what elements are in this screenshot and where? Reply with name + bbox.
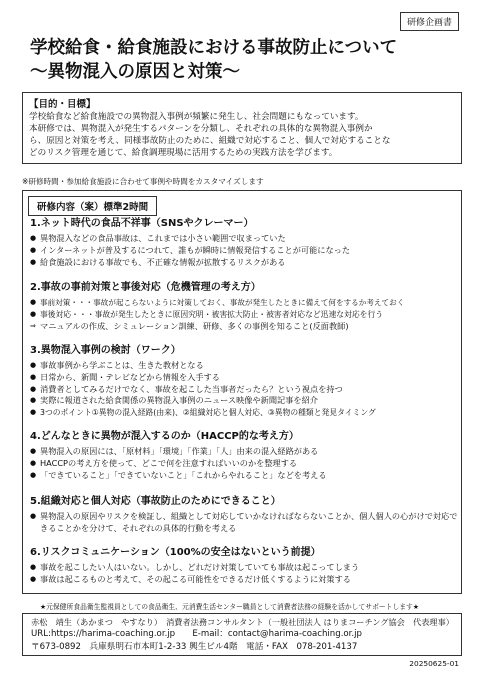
list-item [30,574,458,586]
section-3 [30,344,458,419]
list-item [30,245,458,257]
list-item [30,233,458,245]
title-line-1: 学校給食・給食施設における事故防止について [30,38,398,58]
purpose-heading: 【目的・目標】 [29,99,96,110]
list-item [30,562,458,574]
bullet-marker: ● [30,384,37,393]
list-item [30,321,458,333]
section-title: 4.どんなときに異物が混入するのか（HACCP的な考え方） [30,431,299,442]
list-item-text: 実際に報道された給食関係の異物混入事例のニュース映像や新聞記事を紹介 [40,395,318,406]
document-title [30,36,450,84]
list-item [30,446,458,458]
bullet-marker: ● [30,470,37,479]
contact-name-line: 赤松 靖生（あかまつ やすなり） 消費者法務コンサルタント（一般社団法人 はりまコーチング協会 代表理事） [31,617,454,627]
list-item [30,372,458,384]
bullet-marker: ● [30,257,37,266]
bullet-marker: ● [30,234,37,242]
list-item [30,407,458,419]
list-item-text: 事故を起こしたい人はいない。しかし、どれだけ対策していても事故は起こってしまう [40,562,360,572]
section-title: 5.組織対応と個人対応（事故防止のためにできること） [30,496,281,507]
list-item [30,511,458,535]
bullet-marker: ● [30,447,37,455]
list-item-text: HACCPの考え方を使って、どこで何を注意すればいいのかを整理する [40,457,298,468]
purpose-line: 学校給食など給食施設での異物混入事例が頻繁に発生し、社会問題にもなっています。 [29,112,364,122]
bullet-marker: ● [30,458,37,467]
bullet-marker: ● [30,372,37,381]
section-6 [30,546,458,586]
purpose-line: ら、原因と対策を考え、同様事故防止のために、組織で対応すること、個人で対応することな [29,136,391,146]
title-line-2: ～異物混入の原因と対策～ [30,62,240,82]
list-item-text: 3つのポイント①異物の混入経路(由来)、②組織対応と個人対応、③異物の種類と発見タイミング [40,408,376,418]
bullet-marker: ● [30,245,37,254]
list-item-text: マニュアルの作成、シミュレーション訓練、研修、多くの事例を知ること(反面教師) [40,320,349,331]
list-item-text: 異物混入の原因やリスクを検証し、組織として対応していかなければならないことか、個人個人の心がけで対応できることかを分けて、それぞれの具体的行動を考える [40,511,458,533]
section-1 [30,217,458,268]
section-5 [30,495,458,535]
section-2 [30,281,458,332]
list-item-text: 事故事例から学ぶことは、生きた教材となる [40,360,204,370]
section-title: 3.異物混入事例の検討（ワーク） [30,345,181,356]
section-title: 2.事故の事前対策と事後対応（危機管理の考え方） [30,282,261,293]
bullet-marker: ● [30,563,37,571]
contact-url-line: URL:https://harima-coaching.or.jp E-mail：contact@harima-coaching.or.jp [31,629,363,640]
list-item [30,297,458,309]
list-item-text: 「できていること」「できていないこと」「これからやれること」などを考える [40,469,327,480]
section-title: 6.リスクコミュニケーション（100%の安全はないという前提） [30,547,321,558]
bullet-marker: ● [30,309,37,318]
list-item-text: インターネットが普及するにつれて、誰もが瞬時に情報発信することが可能になった [40,244,351,255]
bullet-marker: ● [30,361,37,369]
footer-note: ★元保健所食品衛生監視員としての食品衛生、元消費生活センター職員として消費者法務の経験を活かしてサポートします★ [40,603,419,611]
list-item [30,384,458,396]
document-type-tag: 研修企画書 [400,12,459,31]
list-item-text: 事後対応・・・事故が発生したときに原因究明・被害拡大防止・被害者対応など迅速な対応を行う [40,309,384,319]
contact-box [22,613,462,656]
section-4 [30,430,458,481]
contact-address-line: 〒673-0892 兵庫県明石市本町1-2-33 興生ビル4階 電話・FAX 078-201-4137 [31,641,358,652]
section-title: 1.ネット時代の食品不祥事（SNSやクレーマー） [30,218,254,229]
bullet-marker: ● [30,512,37,520]
list-item-text: 給食施設における事故でも、不正確な情報が拡散するリスクがある [40,256,286,267]
list-item [30,257,458,269]
purpose-line: どのリスク管理を通じて、給食調理現場に活用するための実践方法を学びます。 [29,148,338,158]
bullet-marker: ● [30,396,37,405]
list-item [30,360,458,372]
list-item [30,395,458,407]
bullet-marker: ● [30,574,37,583]
list-item [30,470,458,482]
bullet-marker: ● [30,408,37,417]
content-label: 研修内容（案）標準2時間 [28,196,157,216]
arrow-marker: ⇒ [30,321,36,330]
list-item-text: 消費者としてみるだけでなく、事故を起こした当事者だったら？という視点を持つ [40,383,343,394]
list-item [30,458,458,470]
list-item-text: 事前対策・・・事故が起こらないように対策しておく、事故が発生したときに備えて何をするか考えておく [40,298,405,307]
bullet-marker: ● [30,298,37,306]
purpose-line: 本研修では、異物混入が発生するパターンを分類し、それぞれの具体的な異物混入事例か [29,124,373,134]
document-code: 20250625-01 [409,659,459,668]
list-item-text: 異物混入などの食品事故は、これまでは小さい範囲で収まっていた [40,233,286,243]
list-item-text: 異物混入の原因には、「原材料」「環境」「作業」「人」由来の混入経路がある [40,446,319,456]
purpose-box [22,92,462,164]
list-item-text: 日常から、新聞・テレビなどから情報を入手する [40,371,220,382]
list-item [30,309,458,321]
list-item-text: 事故は起こるものと考えて、その起こる可能性をできるだけ低くするように対策する [40,573,351,584]
customization-note: ※研修時間・参加給食施設に合わせて事例や時間をカスタマイズします [22,177,264,186]
